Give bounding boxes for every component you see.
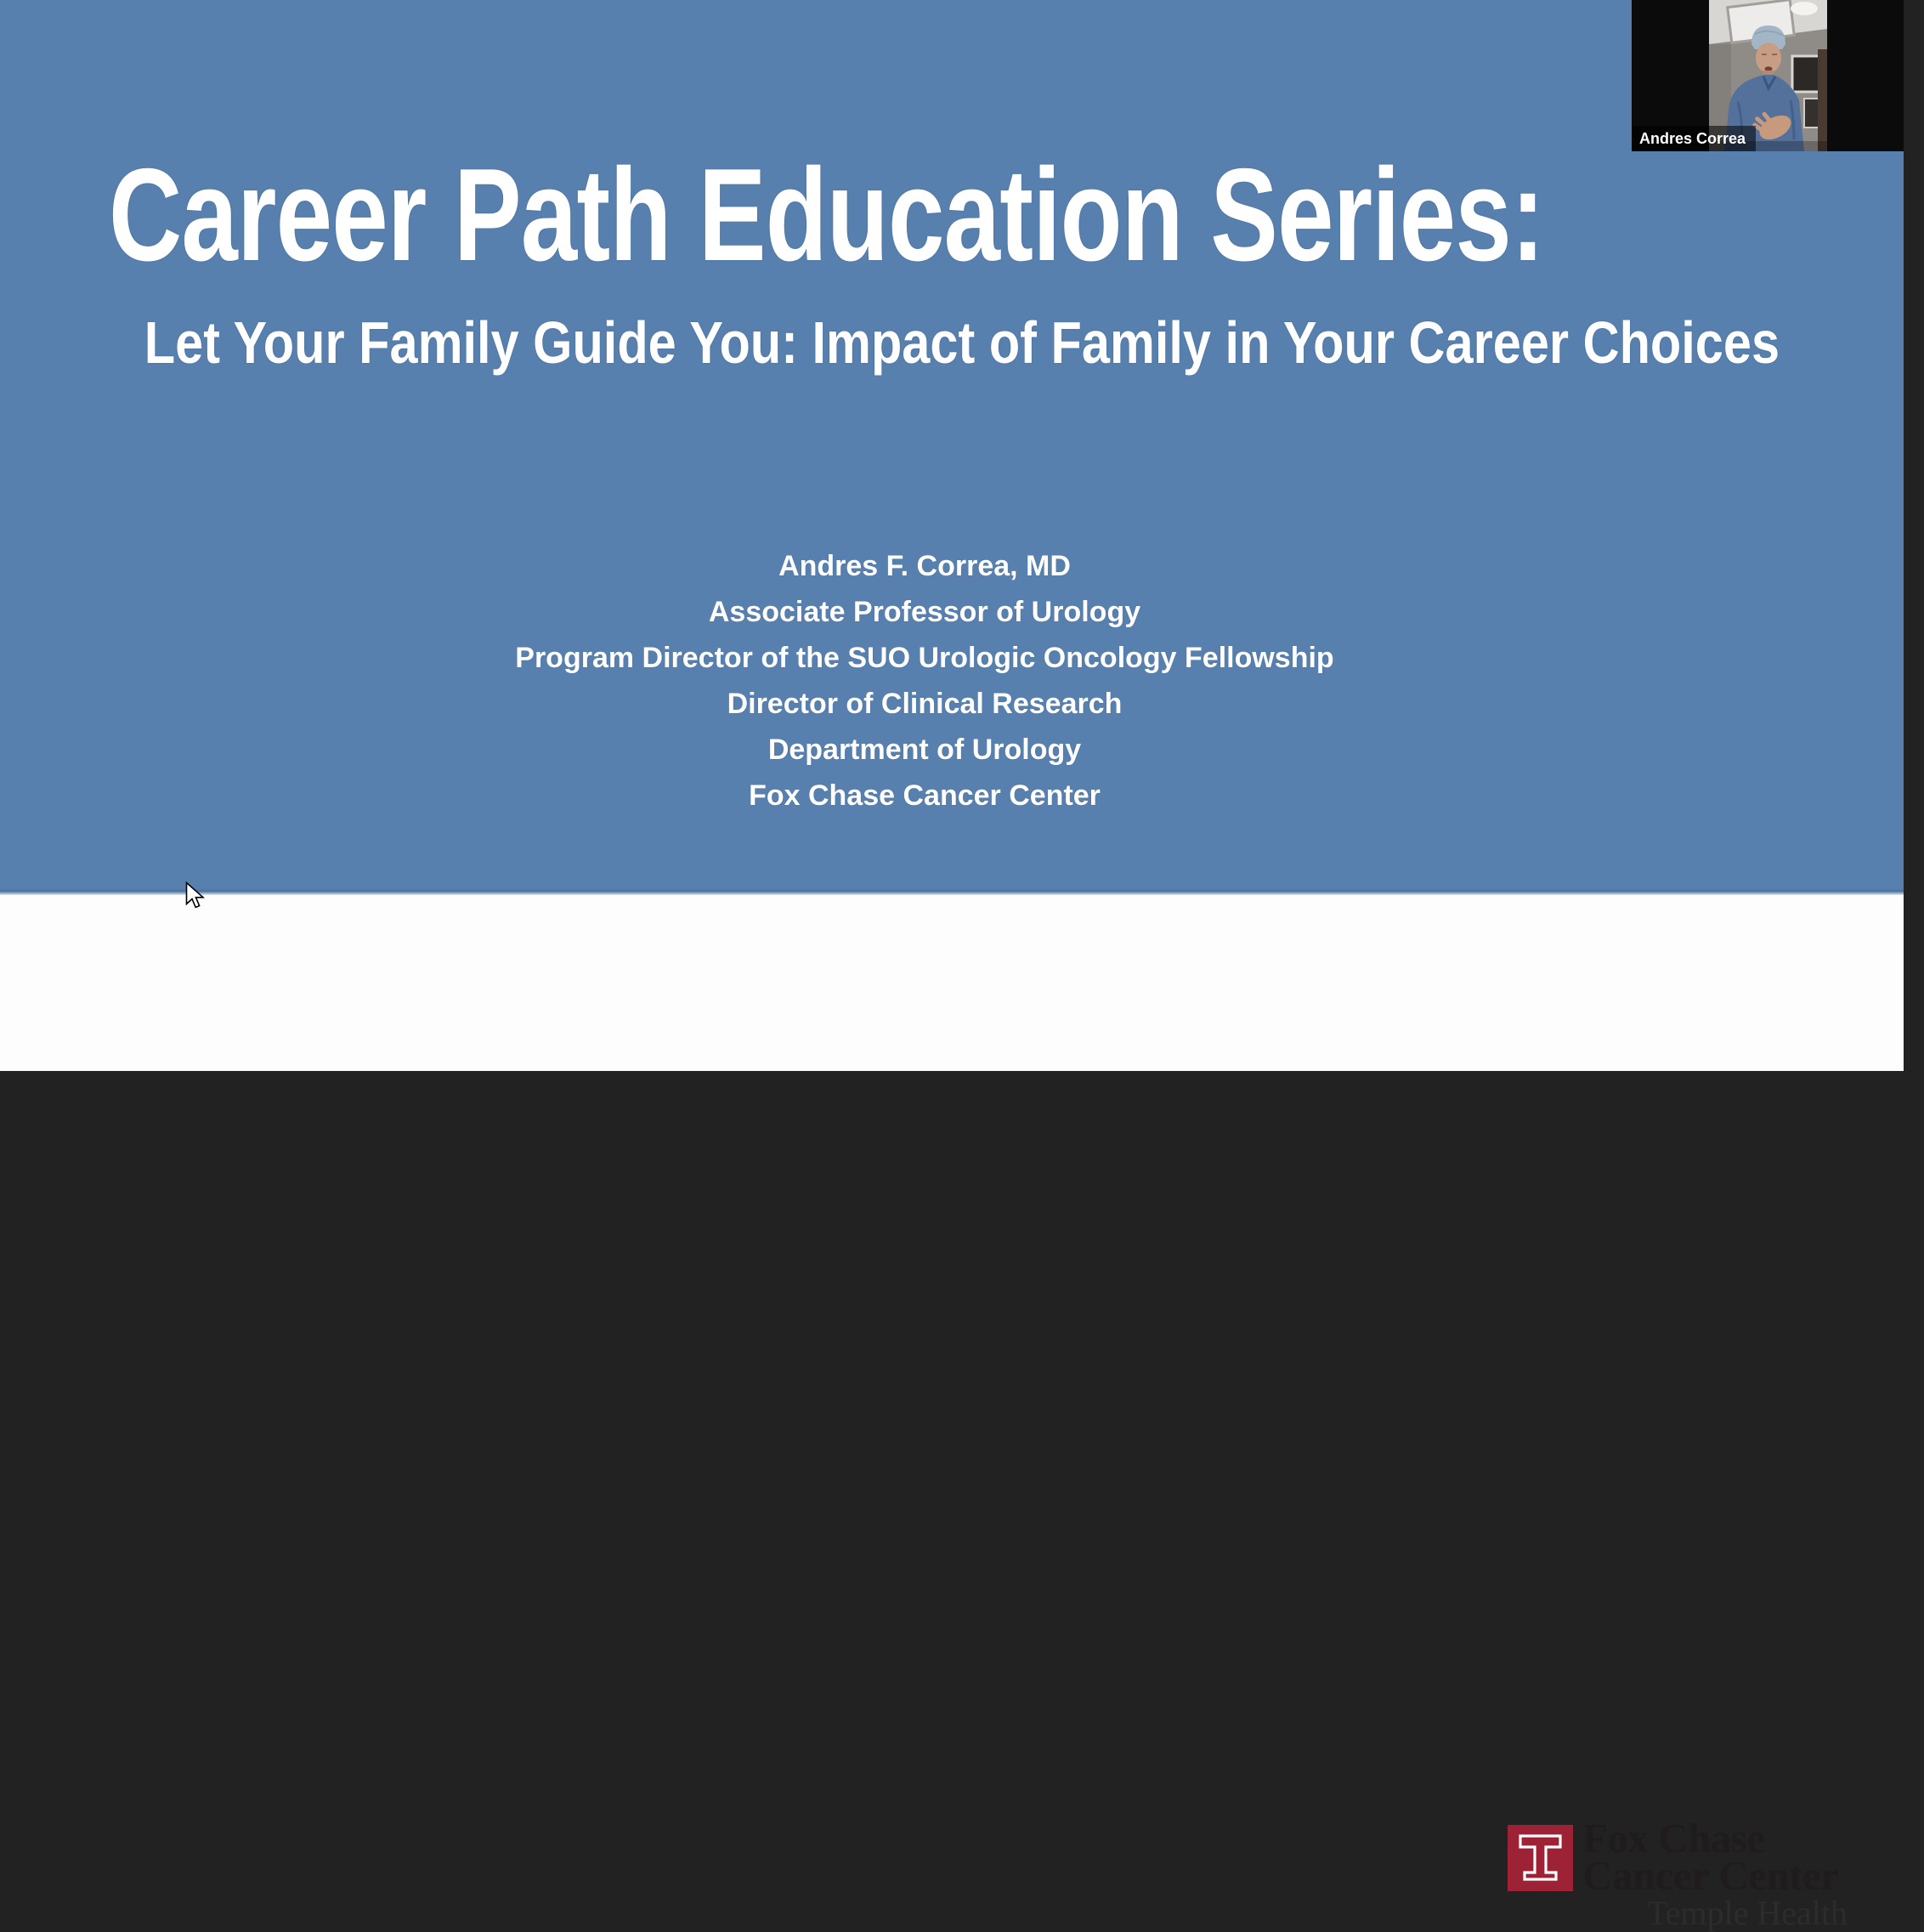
presenter-title-line: Associate Professor of Urology — [708, 596, 1141, 628]
presenter-block — [0, 543, 1849, 819]
presenter-title-line: Program Director of the SUO Urologic Oncology Fellowship — [515, 642, 1334, 674]
fox-chase-wordmark — [1582, 1815, 1848, 1932]
temple-t-icon — [1508, 1825, 1573, 1891]
slide-title: Career Path Education Series: — [109, 141, 1544, 288]
mouse-cursor — [185, 881, 206, 910]
presenter-title-line: Director of Clinical Research — [727, 688, 1123, 720]
slide-subtitle: Let Your Family Guide You: Impact of Family in Your Career Choices — [144, 309, 1780, 376]
footer-band — [0, 895, 1904, 1932]
logo-name-line1: Fox Chase — [1582, 1815, 1765, 1861]
participant-name-label — [1632, 126, 1756, 151]
webcam-thumbnail[interactable] — [1632, 0, 1904, 151]
fox-chase-logo — [1508, 1815, 1848, 1932]
logo-tagline: Temple Health — [1647, 1894, 1848, 1932]
presenter-title-line: Fox Chase Cancer Center — [749, 779, 1101, 812]
presenter-title-line: Department of Urology — [767, 734, 1082, 766]
presenter-name: Andres F. Correa, MD — [778, 550, 1071, 582]
slide-subtitle-wrap — [0, 309, 1904, 376]
participant-name: Andres Correa — [1639, 129, 1746, 147]
slide — [0, 0, 1904, 895]
logo-name-line2: Cancer Center — [1582, 1852, 1839, 1899]
